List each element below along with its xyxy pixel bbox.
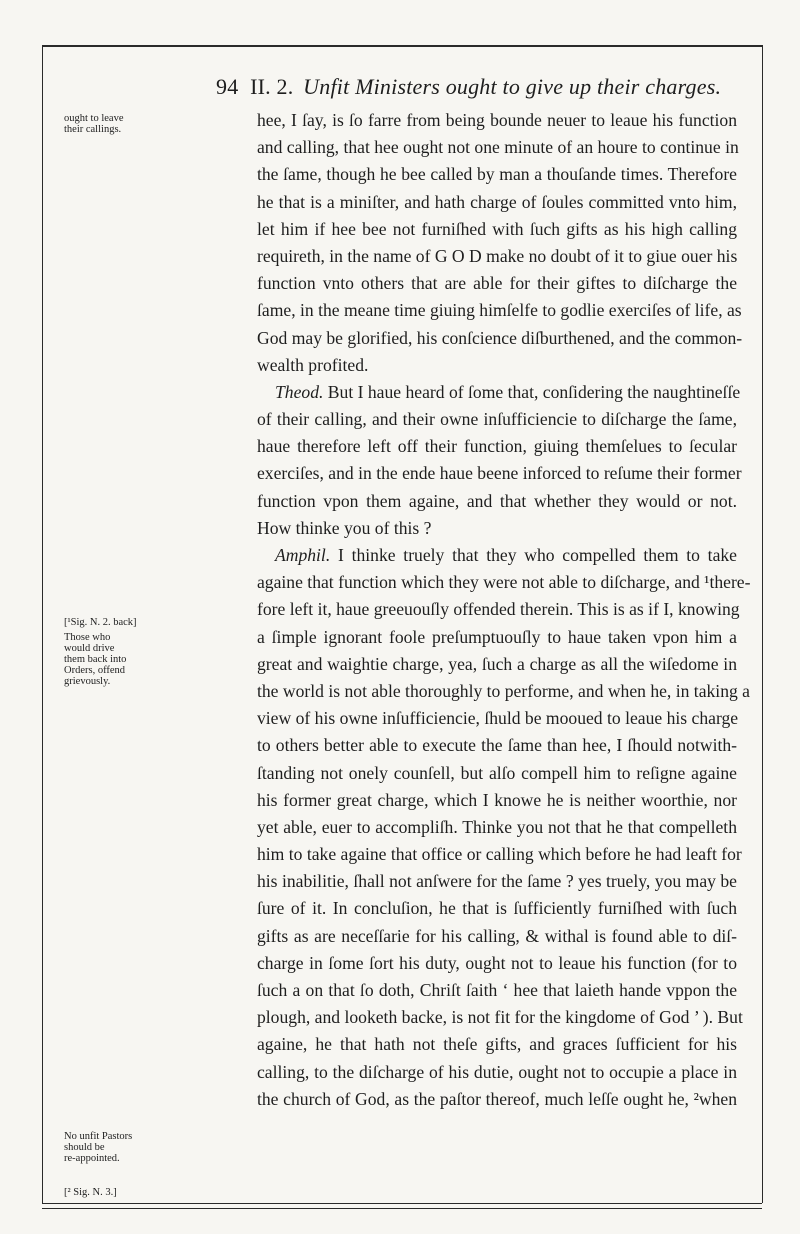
text-line: plough, and looketh backe, is not fit for the kingdome of God ’ ). But xyxy=(257,1007,743,1028)
text-line: function vpon them againe, and that whether they would or not. xyxy=(257,490,737,511)
text-line: exerciſes, and in the ende haue beene inforced to reſume their former xyxy=(257,463,742,484)
text-line: ſuch a on that ſo doth, Chriſt ſaith ‘ hee that laieth hande vppon the xyxy=(257,980,737,1000)
text-line: he that is a miniſter, and hath charge of ſoules committed vnto him, xyxy=(257,191,737,212)
margin-note-signature-n2: [¹Sig. N. 2. back] xyxy=(64,617,137,628)
text-line: of their calling, and their owne inſufficiencie to diſcharge the ſame, xyxy=(257,409,737,430)
text-line: great and waightie charge, yea, ſuch a charge as all the wiſedome in xyxy=(257,653,737,674)
section-number: II. 2. xyxy=(250,74,294,99)
page-border-bottom xyxy=(42,1203,762,1204)
text-line: wealth profited. xyxy=(257,354,369,375)
text-line: againe, he that hath not theſe gifts, and graces ſufficient for his xyxy=(257,1034,737,1055)
page-border-right xyxy=(762,45,763,1203)
page-border-left xyxy=(42,45,43,1203)
page-border-top xyxy=(42,45,762,47)
page-border-bottom-inner xyxy=(42,1208,762,1209)
text-line: How thinke you of this ? xyxy=(257,517,432,538)
speaker-amphil: Amphil. xyxy=(275,545,331,565)
text-line: gifts as are neceſſarie for his calling, & withal is found able to diſ- xyxy=(257,925,737,946)
text-line: ſure of it. In concluſion, he that is ſufficiently furniſhed with ſuch xyxy=(257,898,737,919)
margin-note-no-unfit-pastors: No unfit Pastors should be re-appointed. xyxy=(64,1131,133,1164)
text-line: his inabilitie, ſhall not anſwere for the ſame ? yes truely, you may be xyxy=(257,871,737,892)
text-line: hee, I ſay, is ſo farre from being bounde neuer to leaue his function xyxy=(257,110,737,130)
text-line: But I haue heard of ſome that, conſidering the naughtineſſe xyxy=(327,381,741,402)
running-header xyxy=(216,74,776,100)
page-title: Unfit Ministers ought to give up their charges. xyxy=(303,74,722,99)
page-number: 94 xyxy=(216,74,239,99)
text-line: againe that function which they were not able to diſcharge, and ¹there- xyxy=(257,572,751,593)
text-line: ſtanding not onely counſell, but alſo compell him to reſigne againe xyxy=(257,762,737,783)
text-line: a ſimple ignorant foole preſumptuouſly to haue taken vpon him a xyxy=(257,626,737,647)
text-line: the world is not able thoroughly to performe, and when he, in taking a xyxy=(257,680,750,701)
margin-note-signature-n3: [² Sig. N. 3.] xyxy=(64,1187,117,1198)
body-text xyxy=(257,107,751,1113)
text-line: the church of God, as the paſtor thereof, much leſſe ought he, ²when xyxy=(257,1088,737,1109)
text-line: the ſame, though he bee called by man a thouſande times. Therefore xyxy=(257,164,737,185)
text-line: yet able, euer to accompliſh. Thinke you not that he that compelleth xyxy=(257,816,737,837)
text-line: charge in ſome ſort his duty, ought not to leaue his function (for to xyxy=(257,952,737,973)
text-line: calling, to the diſcharge of his dutie, ought not to occupie a place in xyxy=(257,1061,737,1082)
amphil-paragraph-start xyxy=(257,542,737,569)
text-line: view of his owne inſufficiencie, ſhuld be mooued to leaue his charge xyxy=(257,708,739,729)
theod-paragraph-start xyxy=(257,379,741,406)
margin-note-those-who: Those who would drive them back into Orders, offend grievously. xyxy=(64,632,127,687)
text-line: him to take againe that office or calling which before he had leaft for xyxy=(257,844,742,865)
text-line: function vnto others that are able for their giftes to diſcharge the xyxy=(257,273,737,294)
text-line: I thinke truely that they who compelled them to take xyxy=(337,545,737,565)
text-line: haue therefore left off their function, giuing themſelues to ſecular xyxy=(257,436,737,457)
margin-note-ought-to-leave: ought to leave their callings. xyxy=(64,113,124,135)
text-line: and calling, that hee ought not one minute of an houre to continue in xyxy=(257,137,739,158)
text-line: fore left it, haue greeuouſly offended therein. This is as if I, knowing xyxy=(257,599,740,620)
text-line: to others better able to execute the ſame than hee, I ſhould notwith- xyxy=(257,735,737,756)
text-line: his former great charge, which I knowe he is neither woorthie, nor xyxy=(257,789,737,810)
text-line: ſame, in the meane time giuing himſelfe to godlie exerciſes of life, as xyxy=(257,300,742,321)
text-line: let him if hee bee not furniſhed with ſuch gifts as his high calling xyxy=(257,218,737,239)
speaker-theod: Theod. xyxy=(275,381,324,402)
text-line: requireth, in the name of G O D make no doubt of it to giue ouer his xyxy=(257,245,738,266)
text-line: God may be glorified, his conſcience diſburthened, and the common- xyxy=(257,327,743,348)
